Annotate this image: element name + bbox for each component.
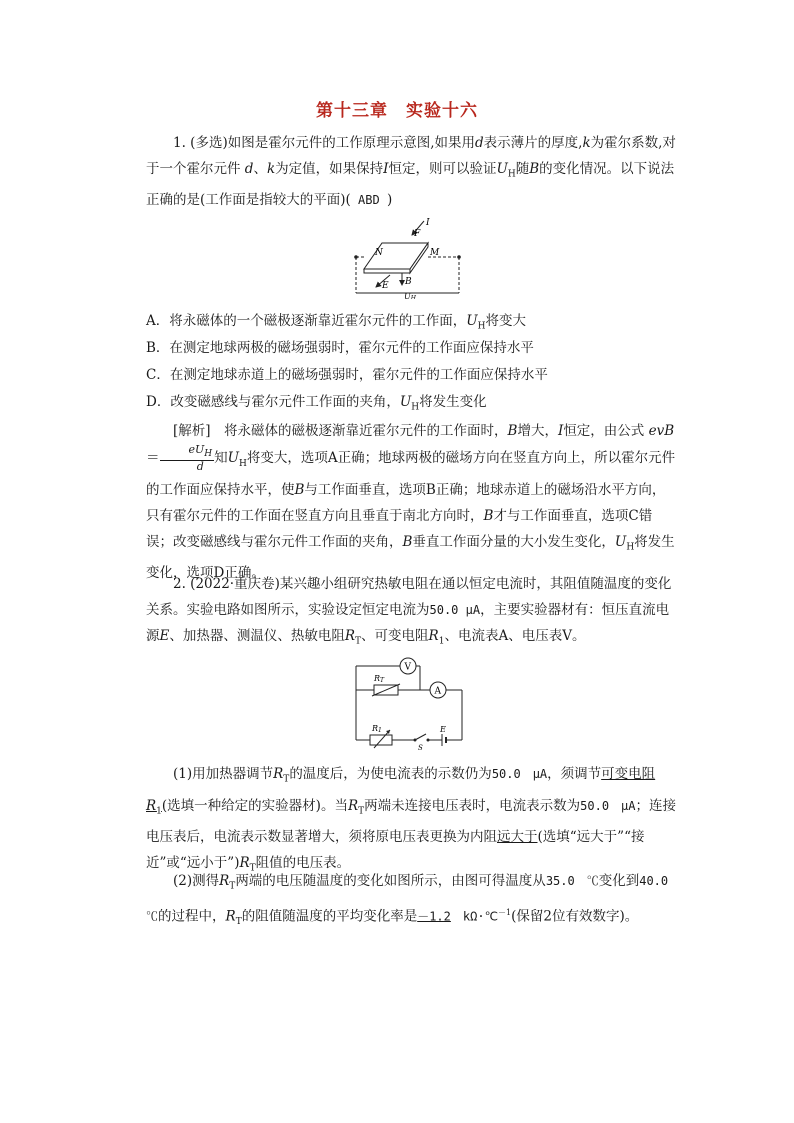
fig1-label-f: F xyxy=(414,229,421,239)
battery-label: E xyxy=(440,725,446,734)
voltmeter-label: V xyxy=(404,662,411,673)
switch-label: S xyxy=(418,744,423,750)
page-title: 第十三章 实验十六 xyxy=(316,101,478,121)
q1-answer: ABD xyxy=(350,192,387,207)
circuit-figure xyxy=(348,654,468,750)
fig1-label-n: N xyxy=(375,248,383,258)
fig1-label-b: B xyxy=(405,277,412,287)
q2-blank1-answer: 可变电阻$R_1$ xyxy=(146,766,656,817)
q1-option-c: C．在测定地球赤道上的磁场强弱时，霍尔元件的工作面应保持水平 xyxy=(146,367,548,383)
r1-label: R1 xyxy=(372,724,382,734)
q2-blank3-answer: －1.2 xyxy=(417,909,451,924)
q1-stem: 1. (多选)如图是霍尔元件的工作原理示意图,如果用d表示薄片的厚度,k为霍尔系数,对于一个霍尔元件 d、k为定值，如果保持I恒定，则可以验证$U_H$随B的变化情况。以下说法正确的是(工作面是指较大的平面)( ABD ) xyxy=(146,135,676,208)
fig1-label-uh: UH xyxy=(404,292,416,299)
q1-option-d: D．改变磁感线与霍尔元件工作面的夹角，$U_H$将发生变化 xyxy=(146,394,487,413)
q2-blank2-answer: 远大于 xyxy=(497,829,538,846)
q2-part1: (1)用加热器调节$R_T$的温度后，为使电流表的示数仍为50.0 μA，须调节可变电阻$R_1$(选填一种给定的实验器材)。当$R_T$两端未连接电压表时，电流表示数为50.0 μA；连接电压表后，电流表示数显著增大，须将原电压表更换为内阻远大于(选填“远大于”“接近”或“远小于$”)R_T$阻值的电压表。 xyxy=(146,766,676,875)
q1-option-a: A．将永磁体的一个磁极逐渐靠近霍尔元件的工作面，$U_H$将变大 xyxy=(146,313,526,332)
hall-element-figure xyxy=(352,213,464,299)
q2-part2: (2)测得$R_T$两端的电压随温度的变化如图所示，由图可得温度从35.0 ℃变化到40.0 ℃的过程中，$R_T$的阻值随温度的平均变化率是－1.2 kΩ·℃$^{-1}$(保留2位有效数字)。 xyxy=(146,873,681,927)
ammeter-label: A xyxy=(434,686,441,697)
q1-option-b: B．在测定地球两极的磁场强弱时，霍尔元件的工作面应保持水平 xyxy=(146,340,534,356)
fig1-label-e: E xyxy=(382,281,389,291)
formula-fraction: $\frac{eU_H}{d}$ xyxy=(160,444,215,473)
fig1-label-m: M xyxy=(430,248,440,258)
fig1-label-i: I xyxy=(426,218,430,228)
q2-stem: 2. (2022·重庆卷)某兴趣小组研究热敏电阻在通以恒定电流时，其阻值随温度的变化关系。实验电路如图所示，实验设定恒定电流为50.0 μA，主要实验器材有：恒压直流电源E、加热器、测温仪、热敏电阻$R_T$、可变电阻$R_1$、电流表A、电压表V。 xyxy=(146,576,672,647)
rt-label: RT xyxy=(374,674,385,684)
q1-analysis: [解析] 将永磁体的磁极逐渐靠近霍尔元件的工作面时，B增大，I恒定，由公式 evB＝ $\frac{eU_H}{d}$ 知$U_H$将变大，选项A正确；地球两极的磁场方向在竖直方向上，所以霍尔元件的工作面应保持水平，使B与工作面垂直，选项B正确；地球赤道上的磁场沿水平方向，只有霍尔元件的工作面在竖直方向且垂直于南北方向时，B才与工作面垂直，选项C错误；改变磁感线与霍尔元件工作面的夹角，B垂直工作面分量的大小发生变化，$U_H$将发生变化，选项D正确。 xyxy=(146,423,676,582)
